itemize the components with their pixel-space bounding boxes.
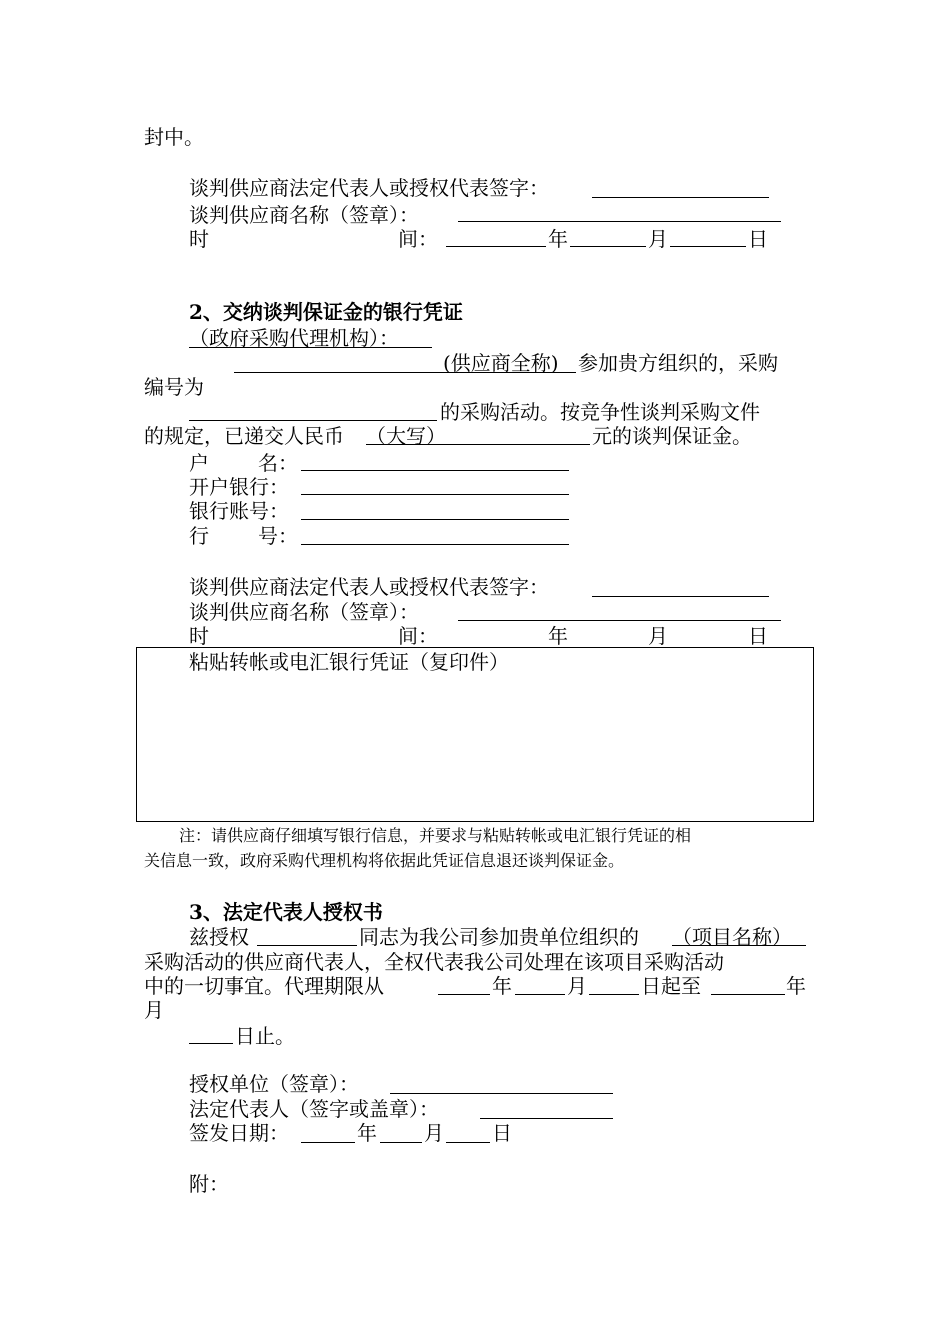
year-label: 年 — [548, 227, 568, 251]
signature-blank[interactable] — [592, 197, 769, 198]
period-start-year-label: 年 — [492, 974, 512, 998]
year-blank[interactable] — [446, 246, 546, 247]
authorization-line-3-a: 中的一切事宜。代理期限从 — [144, 974, 384, 998]
sign-date-month-label: 月 — [424, 1121, 444, 1145]
paragraph-line-4-post: 元的谈判保证金。 — [592, 424, 752, 448]
period-end-year-blank[interactable] — [711, 994, 785, 995]
authorization-line-4: 月 — [144, 998, 164, 1022]
bank-account-label: 银行账号： — [189, 499, 289, 523]
period-start-day-blank[interactable] — [589, 994, 639, 995]
paragraph-line-2: 编号为 — [144, 375, 204, 399]
sign-date-year-label: 年 — [357, 1121, 377, 1145]
section-2-date-label-shi: 时 — [189, 624, 209, 648]
paragraph-line-3: 的采购活动。按竞争性谈判采购文件 — [440, 400, 760, 424]
legal-representative-label: 法定代表人（签字或盖章）： — [189, 1097, 439, 1121]
authorization-line-1-b: 同志为我公司参加贵单位组织的 — [359, 925, 639, 949]
project-name-hint: （项目名称） — [672, 925, 792, 949]
sign-date-year-blank[interactable] — [301, 1142, 355, 1143]
account-name-label-ming: 名： — [258, 451, 298, 475]
period-start-day-qizhi: 日起至 — [641, 974, 701, 998]
section-2-signature-blank[interactable] — [592, 596, 769, 597]
bank-open-blank[interactable] — [301, 494, 569, 495]
amount-daxie-hint: （大写） — [366, 424, 446, 448]
authorizing-unit-blank[interactable] — [390, 1093, 613, 1094]
sign-date-day-label: 日 — [492, 1121, 512, 1145]
period-start-year-blank[interactable] — [438, 994, 490, 995]
authorization-line-1-a: 兹授权 — [189, 925, 249, 949]
delegate-name-blank[interactable] — [257, 945, 357, 946]
period-end-day-blank[interactable] — [189, 1043, 233, 1044]
paragraph-line-4-pre: 的规定，已递交人民币 — [144, 424, 344, 448]
addressee-underline[interactable] — [189, 347, 432, 348]
authorization-line-2: 采购活动的供应商代表人，全权代表我公司处理在该项目采购活动 — [144, 950, 724, 974]
section-2-month-label: 月 — [648, 624, 668, 648]
day-label: 日 — [748, 227, 768, 251]
supplier-full-name-hint: (供应商全称) — [443, 351, 559, 375]
section-2-date-label-jian: 间： — [398, 624, 438, 648]
section-2-heading: 2、交纳谈判保证金的银行凭证 — [189, 300, 463, 324]
bank-code-blank[interactable] — [301, 544, 569, 545]
note-line-1: 注：请供应商仔细填写银行信息，并要求与粘贴转帐或电汇银行凭证的相 — [179, 826, 692, 845]
authorization-line-5: 日止。 — [235, 1024, 295, 1048]
attachment-label: 附： — [189, 1172, 229, 1196]
date-label-shi: 时 — [189, 227, 209, 251]
addressee: （政府采购代理机构）： — [189, 326, 399, 350]
account-name-blank[interactable] — [301, 470, 569, 471]
sign-date-month-blank[interactable] — [380, 1142, 422, 1143]
paragraph-tail: 封中。 — [144, 125, 204, 149]
period-start-month-blank[interactable] — [515, 994, 565, 995]
section-2-day-label: 日 — [748, 624, 768, 648]
bank-voucher-box-label: 粘贴转帐或电汇银行凭证（复印件） — [189, 650, 509, 674]
signature-label: 谈判供应商法定代表人或授权代表签字： — [189, 176, 549, 200]
date-label-jian: 间： — [398, 227, 438, 251]
period-end-year-label: 年 — [786, 974, 806, 998]
section-2-supplier-name-blank[interactable] — [458, 620, 781, 621]
day-blank[interactable] — [670, 246, 746, 247]
paragraph-line-1: 参加贵方组织的，采购 — [578, 351, 778, 375]
authorizing-unit-label: 授权单位（签章）： — [189, 1072, 359, 1096]
supplier-name-blank[interactable] — [458, 221, 781, 222]
bank-code-label-hao: 号： — [258, 524, 298, 548]
section-3-heading: 3、法定代表人授权书 — [189, 900, 383, 924]
period-start-month-label: 月 — [567, 974, 587, 998]
section-2-signature-label: 谈判供应商法定代表人或授权代表签字： — [189, 575, 549, 599]
account-name-label-hu: 户 — [189, 451, 209, 475]
month-label: 月 — [648, 227, 668, 251]
sign-date-day-blank[interactable] — [446, 1142, 490, 1143]
legal-representative-blank[interactable] — [480, 1118, 613, 1119]
bank-open-label: 开户银行： — [189, 475, 289, 499]
section-2-year-label: 年 — [548, 624, 568, 648]
procurement-number-blank[interactable] — [189, 420, 437, 421]
section-2-supplier-name-label: 谈判供应商名称（签章）： — [189, 600, 419, 624]
bank-account-blank[interactable] — [301, 519, 569, 520]
note-line-2: 关信息一致，政府采购代理机构将依据此凭证信息退还谈判保证金。 — [144, 851, 625, 870]
month-blank[interactable] — [570, 246, 646, 247]
sign-date-label: 签发日期： — [189, 1121, 289, 1145]
supplier-name-label: 谈判供应商名称（签章）： — [189, 203, 419, 227]
bank-code-label-hang: 行 — [189, 524, 209, 548]
